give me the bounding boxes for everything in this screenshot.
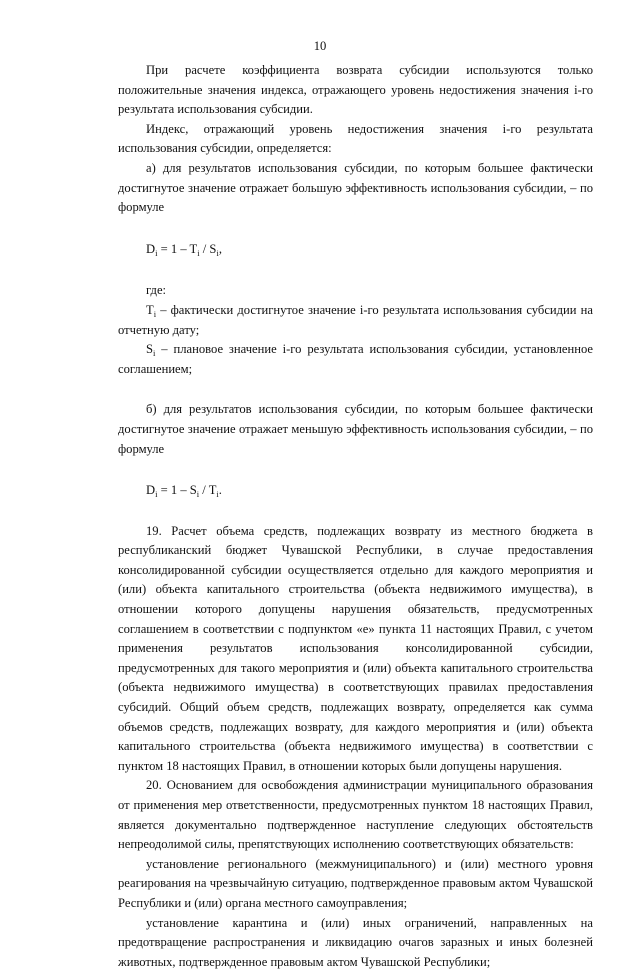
page-number: 10 bbox=[313, 39, 327, 53]
paragraph-positive-index: При расчете коэффициента возврата субсидии используются только положительные значения индекса, отражающего уровень недостижения значения i-го результата использования субсидии. bbox=[118, 63, 593, 117]
paragraph-20-quarantine: установление карантина и (или) иных ограничений, направленных на предотвращение распространения и ликвидацию очагов заразных и иных болезней животных, подтвержденное правовым актом Чувашской Республики; bbox=[118, 915, 593, 969]
paragraph-case-a: а) для результатов использования субсидии, по которым большее фактически достигнутое значение отражает большую эффективность использования субсидии, – по формуле bbox=[118, 160, 593, 215]
paragraph-20-emergency: установление регионального (межмуниципального) и (или) местного уровня реагирования на чрезвычайную ситуацию, подтвержденное правовым актом Чувашской Республики и (или) органа местного самоуправления; bbox=[118, 856, 593, 910]
document-body bbox=[118, 61, 593, 972]
definition-t: $T_i$ – фактически достигнутое значение i-го результата использования субсидии на отчетную дату; bbox=[118, 302, 593, 337]
paragraph-index-definition: Индекс, отражающий уровень недостижения значения i-го результата использования субсидии, определяется: bbox=[118, 121, 593, 156]
paragraph-19: 19. Расчет объема средств, подлежащих возврату из местного бюджета в республиканский бюджет Чувашской Республики, в случае предоставления консолидированной субсидии осуществляется отдельно для каждого мероприятия и (или) объекта капитального строительства (объекта недвижимого имущества), в отношении которого допущены нарушения обязательств, предусмотренных соглашением в соответствии с подпунктом «е» пункта 11 настоящих Правил, с учетом применения результатов использования консолидированной субсидии, предусмотренных для такого мероприятия и (или) объекта капитального строительства (объекта недвижимого имущества) в соответствующих правилах предоставления субсидий. Общий объем средств, подлежащих возврату, определяется как сумма объемов средств, подлежащих возврату, для каждого мероприятия и (или) объекта капитального строительства (объекта недвижимого имущества) в соответствии с пунктом 18 настоящих Правил, в отношении которых были допущены нарушения. bbox=[118, 523, 593, 773]
where-label: где: bbox=[146, 283, 167, 298]
paragraph-case-b: б) для результатов использования субсидии, по которым большее фактически достигнутое значение отражает меньшую эффективность использования субсидии, – по формуле bbox=[118, 402, 593, 456]
definition-s: $S_i$ – плановое значение i-го результата использования субсидии, установленное соглашением; bbox=[118, 342, 593, 376]
formula-case-b: $D_i = 1 - S_i / T_i$. bbox=[146, 483, 222, 500]
paragraph-20: 20. Основанием для освобождения администрации муниципального образования от применения мер ответственности, предусмотренных пунктом 18 настоящих Правил, является документально подтвержденное наступление следующих обстоятельств непреодолимой силы, препятствующих исполнению соответствующих обязательств: bbox=[118, 778, 593, 852]
formula-case-a: $D_i = 1 - T_i / S_i$, bbox=[146, 241, 222, 258]
